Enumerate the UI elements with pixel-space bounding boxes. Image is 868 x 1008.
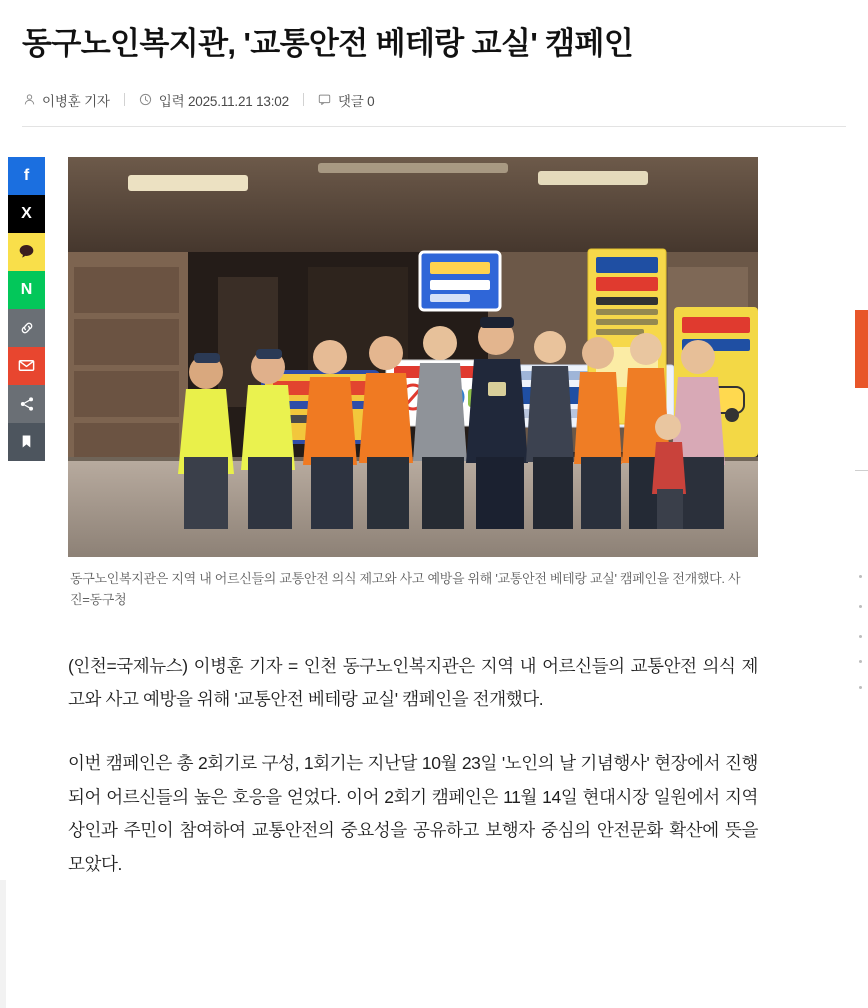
meta-divider — [124, 93, 125, 106]
article-content — [52, 127, 812, 912]
byline-text: 이병훈 기자 — [42, 93, 110, 109]
kakaotalk-icon — [17, 242, 36, 261]
photo-caption: 동구노인복지관은 지역 내 어르신들의 교통안전 의식 제고와 사고 예방을 위해 '교통안전 베테랑 교실' 캠페인을 전개했다. 사진=동구청 — [70, 570, 741, 607]
meta-divider-2 — [303, 93, 304, 106]
left-edge-strip — [0, 880, 6, 1008]
share-facebook-button[interactable] — [8, 157, 45, 195]
share-email-button[interactable] — [8, 347, 45, 385]
bookmark-button[interactable] — [8, 423, 45, 461]
copy-link-button[interactable] — [8, 309, 45, 347]
article-figure — [68, 157, 758, 610]
article-paragraph-2: 이번 캠페인은 총 2회기로 구성, 1회기는 지난달 10월 23일 '노인의 날 기념행사' 현장에서 진행되어 어르신들의 높은 호응을 얻었다. 이어 2회기 캠페인은 11월 14일 현대시장 일원에서 지역 상인과 주민이 참여하여 교통안전의 중요성을 공유하고 보행자 중심의 안전문화 확산에 뜻을 모았다. — [68, 752, 758, 874]
publish-date-text: 입력 2025.11.21 13:02 — [158, 93, 289, 109]
page-title: 동구노인복지관, '교통안전 베테랑 교실' 캠페인 — [22, 26, 634, 61]
comment-count-text: 댓글 0 — [337, 93, 375, 109]
person-icon — [22, 93, 36, 107]
article-meta — [22, 90, 846, 110]
group-photo-illustration — [68, 157, 758, 557]
article-paragraph-1: (인천=국제뉴스) 이병훈 기자 = 인천 동구노인복지관은 지역 내 어르신들의 교통안전 의식 제고와 사고 예방을 위해 '교통안전 베테랑 교실' 캠페인을 전개했다. — [68, 655, 758, 710]
article-photo — [68, 157, 758, 557]
clock-icon — [139, 93, 153, 107]
article-body-wrap — [0, 127, 868, 912]
facebook-icon: f — [23, 166, 30, 184]
naver-icon: N — [20, 280, 33, 298]
comment-icon — [318, 93, 332, 107]
share-naver-button[interactable] — [8, 271, 45, 309]
article-text — [68, 650, 758, 882]
mail-icon — [17, 356, 36, 375]
publish-date — [139, 90, 289, 110]
share-icon — [18, 395, 36, 413]
article-header — [0, 0, 868, 127]
photo-placard-blue — [420, 252, 500, 310]
byline — [22, 90, 110, 110]
bookmark-icon — [18, 433, 35, 450]
share-rail — [8, 157, 52, 461]
share-x-button[interactable] — [8, 195, 45, 233]
link-icon — [18, 319, 36, 337]
share-more-button[interactable] — [8, 385, 45, 423]
x-icon: X — [21, 204, 32, 222]
share-kakaotalk-button[interactable] — [8, 233, 45, 271]
comment-count[interactable] — [318, 90, 375, 110]
